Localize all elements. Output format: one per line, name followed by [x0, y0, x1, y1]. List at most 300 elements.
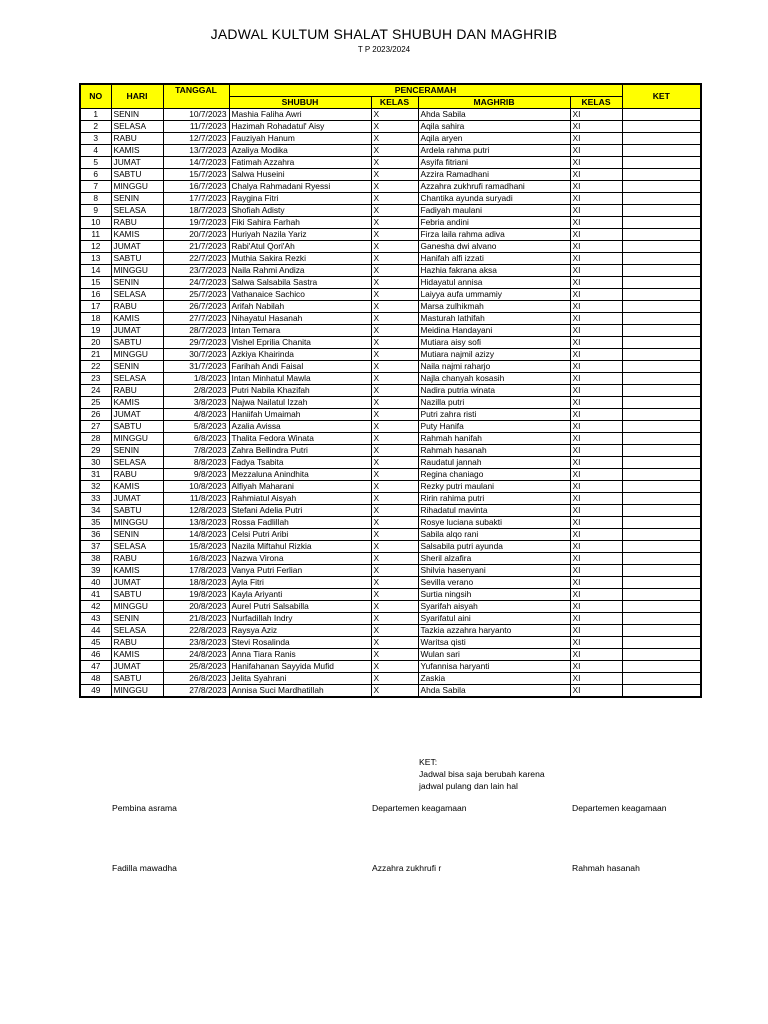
row-kelas-shubuh: X	[371, 601, 418, 613]
table-row	[80, 397, 701, 409]
row-maghrib: Sevilla verano	[418, 577, 570, 589]
row-kelas-maghrib: XI	[570, 565, 622, 577]
row-ket	[622, 133, 701, 145]
row-shubuh: Mezzaluna Anindhita	[229, 469, 371, 481]
row-kelas-shubuh: X	[371, 517, 418, 529]
row-kelas-shubuh: X	[371, 433, 418, 445]
signature-role-2: Departemen keagamaan	[372, 803, 467, 813]
row-no: 38	[80, 553, 111, 565]
row-no: 28	[80, 433, 111, 445]
row-maghrib: Ganesha dwi alvano	[418, 241, 570, 253]
table-row	[80, 505, 701, 517]
row-no: 23	[80, 373, 111, 385]
row-kelas-shubuh: X	[371, 313, 418, 325]
row-ket	[622, 481, 701, 493]
row-kelas-shubuh: X	[371, 661, 418, 673]
table-row	[80, 541, 701, 553]
table-row	[80, 517, 701, 529]
row-kelas-maghrib: XI	[570, 349, 622, 361]
row-hari: SENIN	[111, 529, 163, 541]
row-shubuh: Nihayatul Hasanah	[229, 313, 371, 325]
row-ket	[622, 517, 701, 529]
schedule-rows	[80, 109, 701, 698]
row-ket	[622, 361, 701, 373]
row-kelas-shubuh: X	[371, 421, 418, 433]
row-kelas-shubuh: X	[371, 337, 418, 349]
table-row	[80, 169, 701, 181]
row-hari: SELASA	[111, 205, 163, 217]
row-tanggal: 15/7/2023	[163, 169, 229, 181]
row-kelas-shubuh: X	[371, 637, 418, 649]
row-shubuh: Azaliya Modika	[229, 145, 371, 157]
row-maghrib: Salsabila putri ayunda	[418, 541, 570, 553]
row-kelas-shubuh: X	[371, 373, 418, 385]
row-hari: SABTU	[111, 421, 163, 433]
row-ket	[622, 229, 701, 241]
row-hari: SABTU	[111, 673, 163, 685]
table-row	[80, 457, 701, 469]
row-no: 46	[80, 649, 111, 661]
row-kelas-maghrib: XI	[570, 337, 622, 349]
row-hari: SENIN	[111, 277, 163, 289]
signature-role-1: Pembina asrama	[112, 803, 177, 813]
row-ket	[622, 673, 701, 685]
row-kelas-shubuh: X	[371, 481, 418, 493]
row-maghrib: Chantika ayunda suryadi	[418, 193, 570, 205]
row-hari: RABU	[111, 217, 163, 229]
row-shubuh: Anna Tiara Ranis	[229, 649, 371, 661]
row-tanggal: 12/8/2023	[163, 505, 229, 517]
row-maghrib: Rahmah hasanah	[418, 445, 570, 457]
row-kelas-shubuh: X	[371, 349, 418, 361]
row-maghrib: Surtia ningsih	[418, 589, 570, 601]
row-ket	[622, 169, 701, 181]
row-tanggal: 26/7/2023	[163, 301, 229, 313]
row-hari: KAMIS	[111, 313, 163, 325]
row-hari: MINGGU	[111, 601, 163, 613]
row-kelas-maghrib: XI	[570, 673, 622, 685]
table-row	[80, 289, 701, 301]
row-ket	[622, 337, 701, 349]
row-kelas-shubuh: X	[371, 409, 418, 421]
table-row	[80, 565, 701, 577]
row-kelas-maghrib: XI	[570, 409, 622, 421]
row-kelas-maghrib: XI	[570, 517, 622, 529]
row-ket	[622, 433, 701, 445]
row-ket	[622, 421, 701, 433]
row-ket	[622, 565, 701, 577]
row-ket	[622, 409, 701, 421]
row-tanggal: 30/7/2023	[163, 349, 229, 361]
table-row	[80, 385, 701, 397]
row-tanggal: 29/7/2023	[163, 337, 229, 349]
row-shubuh: Fadya Tsabita	[229, 457, 371, 469]
row-maghrib: Nazilla putri	[418, 397, 570, 409]
row-no: 2	[80, 121, 111, 133]
row-ket	[622, 553, 701, 565]
row-tanggal: 10/8/2023	[163, 481, 229, 493]
row-tanggal: 15/8/2023	[163, 541, 229, 553]
row-shubuh: Celsi Putri Aribi	[229, 529, 371, 541]
row-shubuh: Kayla Ariyanti	[229, 589, 371, 601]
row-hari: MINGGU	[111, 181, 163, 193]
row-hari: RABU	[111, 301, 163, 313]
row-kelas-maghrib: XI	[570, 613, 622, 625]
row-no: 25	[80, 397, 111, 409]
row-shubuh: Rahmiatul Aisyah	[229, 493, 371, 505]
row-kelas-maghrib: XI	[570, 133, 622, 145]
table-row	[80, 205, 701, 217]
row-maghrib: Rosye luciana subakti	[418, 517, 570, 529]
row-ket	[622, 157, 701, 169]
row-shubuh: Chalya Rahmadani Ryessi	[229, 181, 371, 193]
row-no: 30	[80, 457, 111, 469]
row-kelas-shubuh: X	[371, 649, 418, 661]
row-no: 24	[80, 385, 111, 397]
row-ket	[622, 601, 701, 613]
row-shubuh: Farihah Andi Faisal	[229, 361, 371, 373]
row-no: 39	[80, 565, 111, 577]
row-no: 11	[80, 229, 111, 241]
table-row	[80, 349, 701, 361]
row-kelas-shubuh: X	[371, 541, 418, 553]
row-kelas-shubuh: X	[371, 157, 418, 169]
row-kelas-maghrib: XI	[570, 457, 622, 469]
row-kelas-maghrib: XI	[570, 577, 622, 589]
row-ket	[622, 109, 701, 121]
row-kelas-shubuh: X	[371, 193, 418, 205]
row-kelas-shubuh: X	[371, 553, 418, 565]
row-ket	[622, 313, 701, 325]
row-kelas-maghrib: XI	[570, 385, 622, 397]
row-kelas-maghrib: XI	[570, 625, 622, 637]
row-ket	[622, 445, 701, 457]
row-kelas-maghrib: XI	[570, 193, 622, 205]
table-row	[80, 253, 701, 265]
row-tanggal: 13/8/2023	[163, 517, 229, 529]
row-ket	[622, 301, 701, 313]
row-kelas-maghrib: XI	[570, 649, 622, 661]
row-no: 34	[80, 505, 111, 517]
signature-name-1: Fadilla mawadha	[112, 863, 177, 873]
row-hari: RABU	[111, 553, 163, 565]
row-kelas-maghrib: XI	[570, 169, 622, 181]
row-hari: RABU	[111, 133, 163, 145]
row-shubuh: Naila Rahmi Andiza	[229, 265, 371, 277]
signature-name-3: Rahmah hasanah	[572, 863, 640, 873]
row-tanggal: 17/7/2023	[163, 193, 229, 205]
row-no: 33	[80, 493, 111, 505]
row-no: 48	[80, 673, 111, 685]
row-hari: SELASA	[111, 121, 163, 133]
row-kelas-maghrib: XI	[570, 445, 622, 457]
row-maghrib: Syarifah aisyah	[418, 601, 570, 613]
row-tanggal: 9/8/2023	[163, 469, 229, 481]
row-maghrib: Meidina Handayani	[418, 325, 570, 337]
row-tanggal: 21/7/2023	[163, 241, 229, 253]
row-hari: JUMAT	[111, 409, 163, 421]
row-maghrib: Azzira Ramadhani	[418, 169, 570, 181]
row-no: 3	[80, 133, 111, 145]
row-kelas-maghrib: XI	[570, 253, 622, 265]
row-kelas-maghrib: XI	[570, 373, 622, 385]
row-kelas-maghrib: XI	[570, 637, 622, 649]
row-maghrib: Regina chaniago	[418, 469, 570, 481]
row-kelas-maghrib: XI	[570, 493, 622, 505]
row-kelas-shubuh: X	[371, 673, 418, 685]
row-no: 4	[80, 145, 111, 157]
row-kelas-maghrib: XI	[570, 229, 622, 241]
row-no: 14	[80, 265, 111, 277]
row-shubuh: Jelita Syahrani	[229, 673, 371, 685]
row-shubuh: Fiki Sahira Farhah	[229, 217, 371, 229]
row-hari: SABTU	[111, 505, 163, 517]
header-penceramah: PENCERAMAH	[229, 84, 622, 97]
table-row	[80, 481, 701, 493]
row-shubuh: Azkiya Khairinda	[229, 349, 371, 361]
row-hari: KAMIS	[111, 145, 163, 157]
row-maghrib: Nadira putria winata	[418, 385, 570, 397]
row-ket	[622, 649, 701, 661]
row-maghrib: Hidayatul annisa	[418, 277, 570, 289]
row-tanggal: 6/8/2023	[163, 433, 229, 445]
row-maghrib: Putri zahra risti	[418, 409, 570, 421]
row-maghrib: Raudatul jannah	[418, 457, 570, 469]
row-tanggal: 14/7/2023	[163, 157, 229, 169]
row-tanggal: 12/7/2023	[163, 133, 229, 145]
row-kelas-shubuh: X	[371, 145, 418, 157]
row-tanggal: 24/7/2023	[163, 277, 229, 289]
row-kelas-shubuh: X	[371, 361, 418, 373]
row-tanggal: 22/7/2023	[163, 253, 229, 265]
row-ket	[622, 529, 701, 541]
row-shubuh: Haniifah Umaimah	[229, 409, 371, 421]
header-kelas-maghrib: KELAS	[570, 97, 622, 109]
signature-role-3: Departemen keagamaan	[572, 803, 667, 813]
row-ket	[622, 289, 701, 301]
row-tanggal: 16/7/2023	[163, 181, 229, 193]
table-row	[80, 589, 701, 601]
row-tanggal: 28/7/2023	[163, 325, 229, 337]
row-hari: SENIN	[111, 193, 163, 205]
row-maghrib: Ahda Sabila	[418, 109, 570, 121]
row-kelas-maghrib: XI	[570, 205, 622, 217]
row-maghrib: Syarifatul aini	[418, 613, 570, 625]
row-kelas-shubuh: X	[371, 457, 418, 469]
row-kelas-maghrib: XI	[570, 529, 622, 541]
row-tanggal: 18/7/2023	[163, 205, 229, 217]
row-maghrib: Rahmah hanifah	[418, 433, 570, 445]
row-no: 10	[80, 217, 111, 229]
row-ket	[622, 637, 701, 649]
row-hari: SENIN	[111, 361, 163, 373]
row-hari: RABU	[111, 637, 163, 649]
row-kelas-shubuh: X	[371, 577, 418, 589]
row-maghrib: Febria andini	[418, 217, 570, 229]
row-shubuh: Arifah Nabilah	[229, 301, 371, 313]
row-kelas-maghrib: XI	[570, 661, 622, 673]
row-hari: MINGGU	[111, 265, 163, 277]
row-shubuh: Alfiyah Maharani	[229, 481, 371, 493]
row-kelas-maghrib: XI	[570, 181, 622, 193]
row-no: 18	[80, 313, 111, 325]
row-hari: RABU	[111, 385, 163, 397]
row-hari: JUMAT	[111, 493, 163, 505]
header-maghrib: MAGHRIB	[418, 97, 570, 109]
table-row	[80, 625, 701, 637]
row-tanggal: 25/7/2023	[163, 289, 229, 301]
row-maghrib: Najla chanyah kosasih	[418, 373, 570, 385]
row-hari: MINGGU	[111, 685, 163, 698]
row-ket	[622, 493, 701, 505]
row-no: 5	[80, 157, 111, 169]
row-maghrib: Mutiara najmil azizy	[418, 349, 570, 361]
row-shubuh: Hazimah Rohadatul' Aisy	[229, 121, 371, 133]
row-shubuh: Azalia Avissa	[229, 421, 371, 433]
row-maghrib: Rezky putri maulani	[418, 481, 570, 493]
row-maghrib: Shilvia hasenyani	[418, 565, 570, 577]
row-kelas-maghrib: XI	[570, 121, 622, 133]
row-no: 47	[80, 661, 111, 673]
row-ket	[622, 625, 701, 637]
header-tanggal: TANGGAL	[163, 84, 229, 109]
table-row	[80, 301, 701, 313]
row-no: 49	[80, 685, 111, 698]
row-shubuh: Vathanaice Sachico	[229, 289, 371, 301]
row-kelas-shubuh: X	[371, 253, 418, 265]
row-shubuh: Najwa Nailatul Izzah	[229, 397, 371, 409]
row-kelas-shubuh: X	[371, 181, 418, 193]
row-hari: SELASA	[111, 373, 163, 385]
row-tanggal: 20/8/2023	[163, 601, 229, 613]
row-hari: JUMAT	[111, 661, 163, 673]
row-kelas-maghrib: XI	[570, 361, 622, 373]
table-row	[80, 109, 701, 121]
row-kelas-shubuh: X	[371, 565, 418, 577]
row-shubuh: Intan Minhatul Mawla	[229, 373, 371, 385]
row-maghrib: Ardela rahma putri	[418, 145, 570, 157]
table-row	[80, 493, 701, 505]
row-kelas-maghrib: XI	[570, 217, 622, 229]
row-no: 32	[80, 481, 111, 493]
row-hari: SELASA	[111, 625, 163, 637]
row-tanggal: 8/8/2023	[163, 457, 229, 469]
row-hari: SELASA	[111, 541, 163, 553]
row-ket	[622, 661, 701, 673]
row-maghrib: Sheril alzafira	[418, 553, 570, 565]
table-row	[80, 133, 701, 145]
table-row	[80, 661, 701, 673]
row-maghrib: Wulan sari	[418, 649, 570, 661]
row-maghrib: Marsa zulhikmah	[418, 301, 570, 313]
row-tanggal: 16/8/2023	[163, 553, 229, 565]
row-shubuh: Rabi'Atul Qori'Ah	[229, 241, 371, 253]
row-no: 22	[80, 361, 111, 373]
table-row	[80, 421, 701, 433]
row-maghrib: Masturah lathifah	[418, 313, 570, 325]
row-kelas-maghrib: XI	[570, 505, 622, 517]
row-maghrib: Naila najmi raharjo	[418, 361, 570, 373]
row-tanggal: 2/8/2023	[163, 385, 229, 397]
row-ket	[622, 397, 701, 409]
table-row	[80, 121, 701, 133]
row-ket	[622, 469, 701, 481]
row-tanggal: 17/8/2023	[163, 565, 229, 577]
row-ket	[622, 205, 701, 217]
row-kelas-shubuh: X	[371, 217, 418, 229]
row-ket	[622, 253, 701, 265]
table-row	[80, 445, 701, 457]
row-ket	[622, 613, 701, 625]
row-kelas-maghrib: XI	[570, 301, 622, 313]
row-maghrib: Hanifah alfi izzati	[418, 253, 570, 265]
row-shubuh: Intan Temara	[229, 325, 371, 337]
row-no: 29	[80, 445, 111, 457]
row-hari: KAMIS	[111, 229, 163, 241]
row-shubuh: Nazwa Virona	[229, 553, 371, 565]
row-tanggal: 31/7/2023	[163, 361, 229, 373]
row-kelas-shubuh: X	[371, 121, 418, 133]
row-no: 19	[80, 325, 111, 337]
row-kelas-shubuh: X	[371, 397, 418, 409]
row-ket	[622, 217, 701, 229]
row-no: 15	[80, 277, 111, 289]
row-maghrib: Zaskia	[418, 673, 570, 685]
row-no: 37	[80, 541, 111, 553]
row-hari: SABTU	[111, 169, 163, 181]
row-kelas-maghrib: XI	[570, 589, 622, 601]
note-line-1: Jadwal bisa saja berubah karena	[419, 769, 545, 779]
row-no: 7	[80, 181, 111, 193]
row-shubuh: Annisa Suci Mardhatillah	[229, 685, 371, 698]
row-no: 42	[80, 601, 111, 613]
row-ket	[622, 385, 701, 397]
row-shubuh: Mashia Faliha Awri	[229, 109, 371, 121]
row-no: 9	[80, 205, 111, 217]
row-hari: SABTU	[111, 253, 163, 265]
row-kelas-maghrib: XI	[570, 421, 622, 433]
row-tanggal: 27/7/2023	[163, 313, 229, 325]
row-tanggal: 24/8/2023	[163, 649, 229, 661]
row-ket	[622, 193, 701, 205]
row-no: 8	[80, 193, 111, 205]
row-maghrib: Azzahra zukhrufi ramadhani	[418, 181, 570, 193]
row-maghrib: Ahda Sabila	[418, 685, 570, 698]
table-row	[80, 193, 701, 205]
row-maghrib: Puty Hanifa	[418, 421, 570, 433]
row-ket	[622, 277, 701, 289]
row-kelas-shubuh: X	[371, 613, 418, 625]
row-kelas-shubuh: X	[371, 277, 418, 289]
schedule-table	[79, 83, 702, 698]
document-subtitle: T P 2023/2024	[357, 45, 411, 54]
row-kelas-maghrib: XI	[570, 145, 622, 157]
row-maghrib: Mutiara aisy sofi	[418, 337, 570, 349]
row-no: 17	[80, 301, 111, 313]
row-maghrib: Firza laila rahma adiva	[418, 229, 570, 241]
row-hari: SABTU	[111, 337, 163, 349]
row-no: 27	[80, 421, 111, 433]
row-kelas-maghrib: XI	[570, 481, 622, 493]
header-no: NO	[80, 84, 111, 109]
row-maghrib: Hazhia fakrana aksa	[418, 265, 570, 277]
table-row	[80, 181, 701, 193]
row-tanggal: 23/8/2023	[163, 637, 229, 649]
row-kelas-maghrib: XI	[570, 325, 622, 337]
row-shubuh: Stevi Rosalinda	[229, 637, 371, 649]
row-kelas-shubuh: X	[371, 205, 418, 217]
row-shubuh: Vishel Eprilia Chanita	[229, 337, 371, 349]
